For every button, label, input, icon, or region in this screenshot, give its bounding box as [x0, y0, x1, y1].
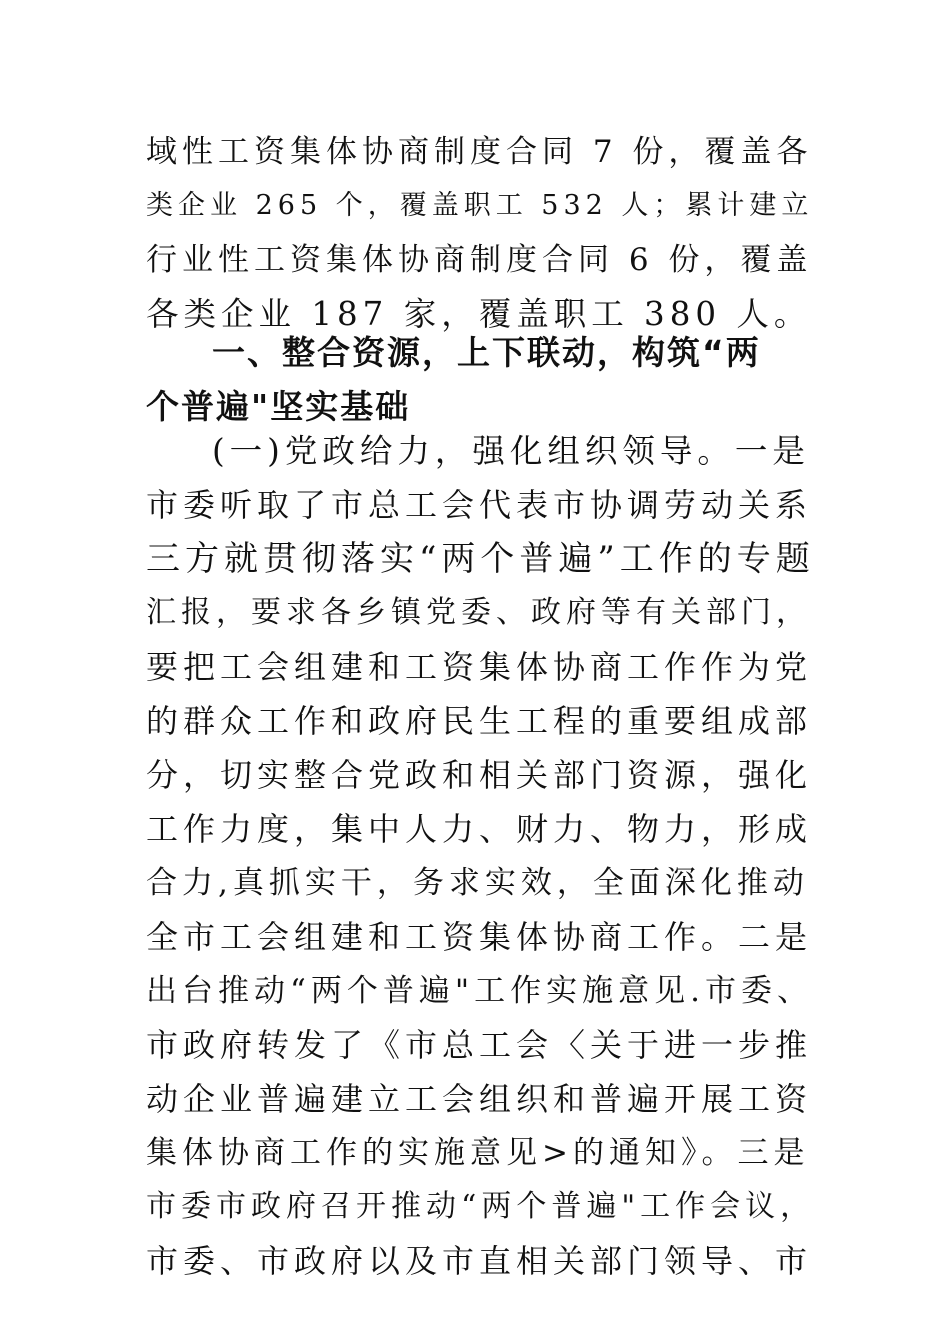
section-heading: [146, 326, 814, 434]
text-line: 各类企业 187 家，覆盖职工 380 人。: [146, 295, 812, 333]
text-line: 要把工会组建和工资集体协商工作作为党: [146, 648, 813, 686]
text-line: 的群众工作和政府民生工程的重要组成部: [146, 702, 813, 740]
text-line: 出台推动“两个普遍"工作实施意见.市委、: [146, 973, 813, 1009]
main-paragraph: [146, 424, 814, 1288]
text-line: 汇报，要求各乡镇党委、政府等有关部门，: [146, 595, 811, 630]
text-line: 三方就贯彻落实“两个普遍”工作的专题: [146, 539, 815, 579]
text-line: (一)党政给力，强化组织领导。一是: [212, 432, 810, 470]
heading-line: 个普遍"坚实基础: [146, 387, 411, 426]
text-line: 集体协商工作的实施意见>的通知》。三是: [146, 1135, 810, 1171]
text-line: 域性工资集体协商制度合同 7 份，覆盖各: [146, 134, 813, 170]
intro-paragraph: [146, 125, 814, 341]
text-line: 合力,真抓实干，务求实效，全面深化推动: [146, 865, 809, 901]
text-line: 市委、市政府以及市直相关部门领导、市: [146, 1242, 813, 1280]
heading-line: 一、整合资源，上下联动，构筑“两: [212, 333, 761, 372]
text-line: 市政府转发了《市总工会〈关于进一步推: [146, 1026, 813, 1064]
text-line: 类企业 265 个，覆盖职工 532 人；累计建立: [146, 190, 814, 221]
text-line: 市委市政府召开推动“两个普遍"工作会议，: [146, 1189, 816, 1224]
text-line: 行业性工资集体协商制度合同 6 份，覆盖: [146, 242, 813, 278]
text-line: 市委听取了市总工会代表市协调劳动关系: [146, 486, 813, 524]
text-line: 分，切实整合党政和相关部门资源，强化: [146, 756, 813, 794]
text-line: 动企业普遍建立工会组织和普遍开展工资: [146, 1080, 813, 1118]
text-line: 全市工会组建和工资集体协商工作。二是: [146, 918, 813, 956]
text-line: 工作力度，集中人力、财力、物力，形成: [146, 810, 813, 848]
